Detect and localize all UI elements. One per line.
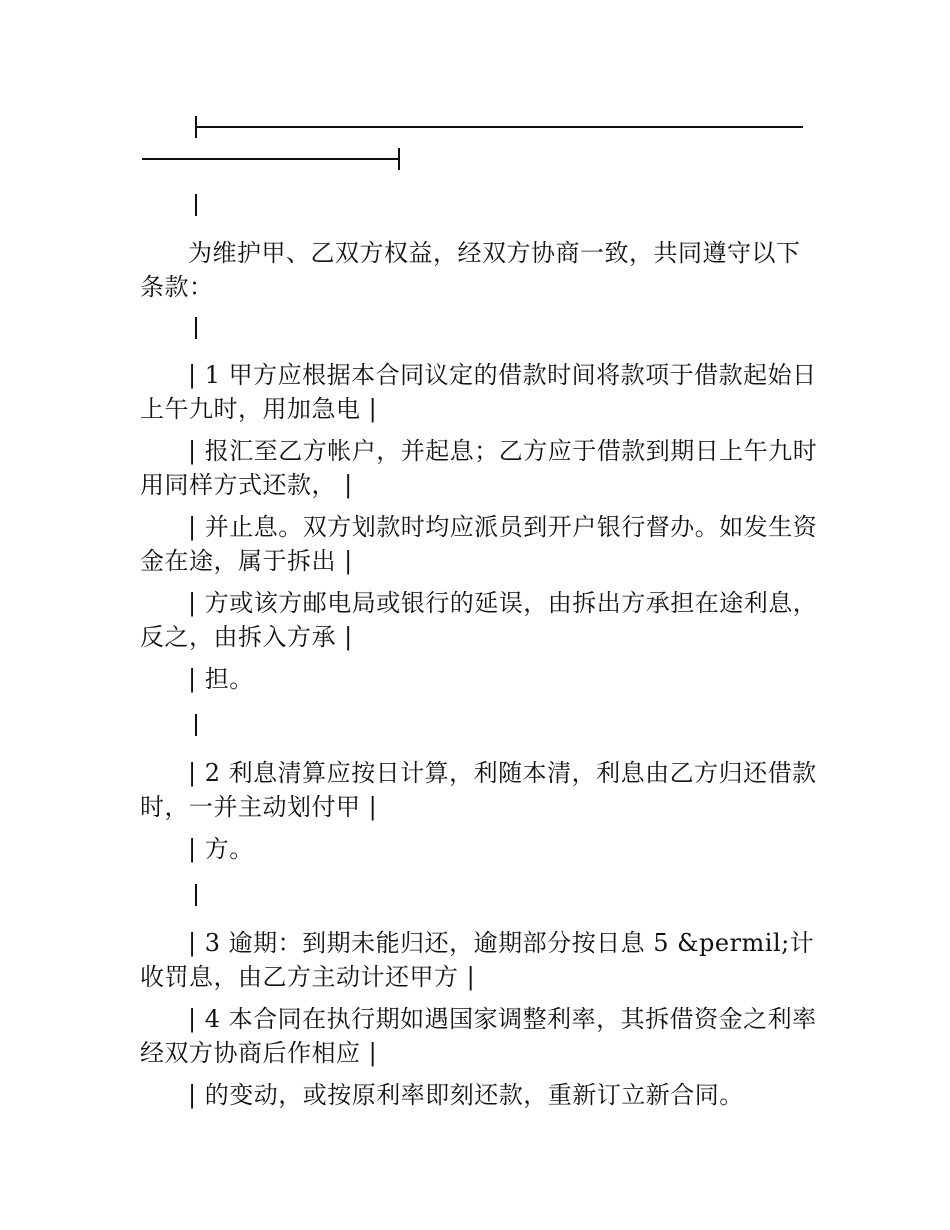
table-vertical-bar xyxy=(195,884,197,906)
border-right-tick xyxy=(398,148,400,170)
clause-1-line-3: | 并止息。双方划款时均应派员到开户银行督办。如发生资金在途，属于拆出 | xyxy=(140,513,818,575)
clause-1-line-1: | 1 甲方应根据本合同议定的借款时间将款项于借款起始日上午九时，用加急电 | xyxy=(140,361,817,423)
clause-3-line-1: | 3 逾期：到期未能归还，逾期部分按日息 5 &permil;计收罚息，由乙方主动计还甲方 | xyxy=(140,929,815,991)
clause-4-line-1: | 4 本合同在执行期如遇国家调整利率，其拆借资金之利率经双方协商后作相应 | xyxy=(140,1005,817,1067)
table-vertical-bar xyxy=(195,317,197,339)
clause-1-line-2: | 报汇至乙方帐户，并起息；乙方应于借款到期日上午九时用同样方式还款， | xyxy=(140,437,818,499)
clause-1-line-5: | 担。 xyxy=(188,665,254,693)
clause-2-line-2: | 方。 xyxy=(188,835,254,863)
clause-1-line-4: | 方或该方邮电局或银行的延误，由拆出方承担在途利息，反之，由拆入方承 | xyxy=(140,589,818,651)
intro-paragraph: 为维护甲、乙双方权益，经双方协商一致，共同遵守以下条款： xyxy=(140,239,801,301)
table-vertical-bar xyxy=(195,194,197,216)
clause-4-line-2: | 的变动，或按原利率即刻还款，重新订立新合同。 xyxy=(188,1081,744,1109)
border-top-line-continued xyxy=(142,158,400,160)
border-top-line xyxy=(196,126,803,128)
table-vertical-bar xyxy=(195,714,197,736)
clause-2-line-1: | 2 利息清算应按日计算，利随本清，利息由乙方归还借款时，一并主动划付甲 | xyxy=(140,759,817,821)
